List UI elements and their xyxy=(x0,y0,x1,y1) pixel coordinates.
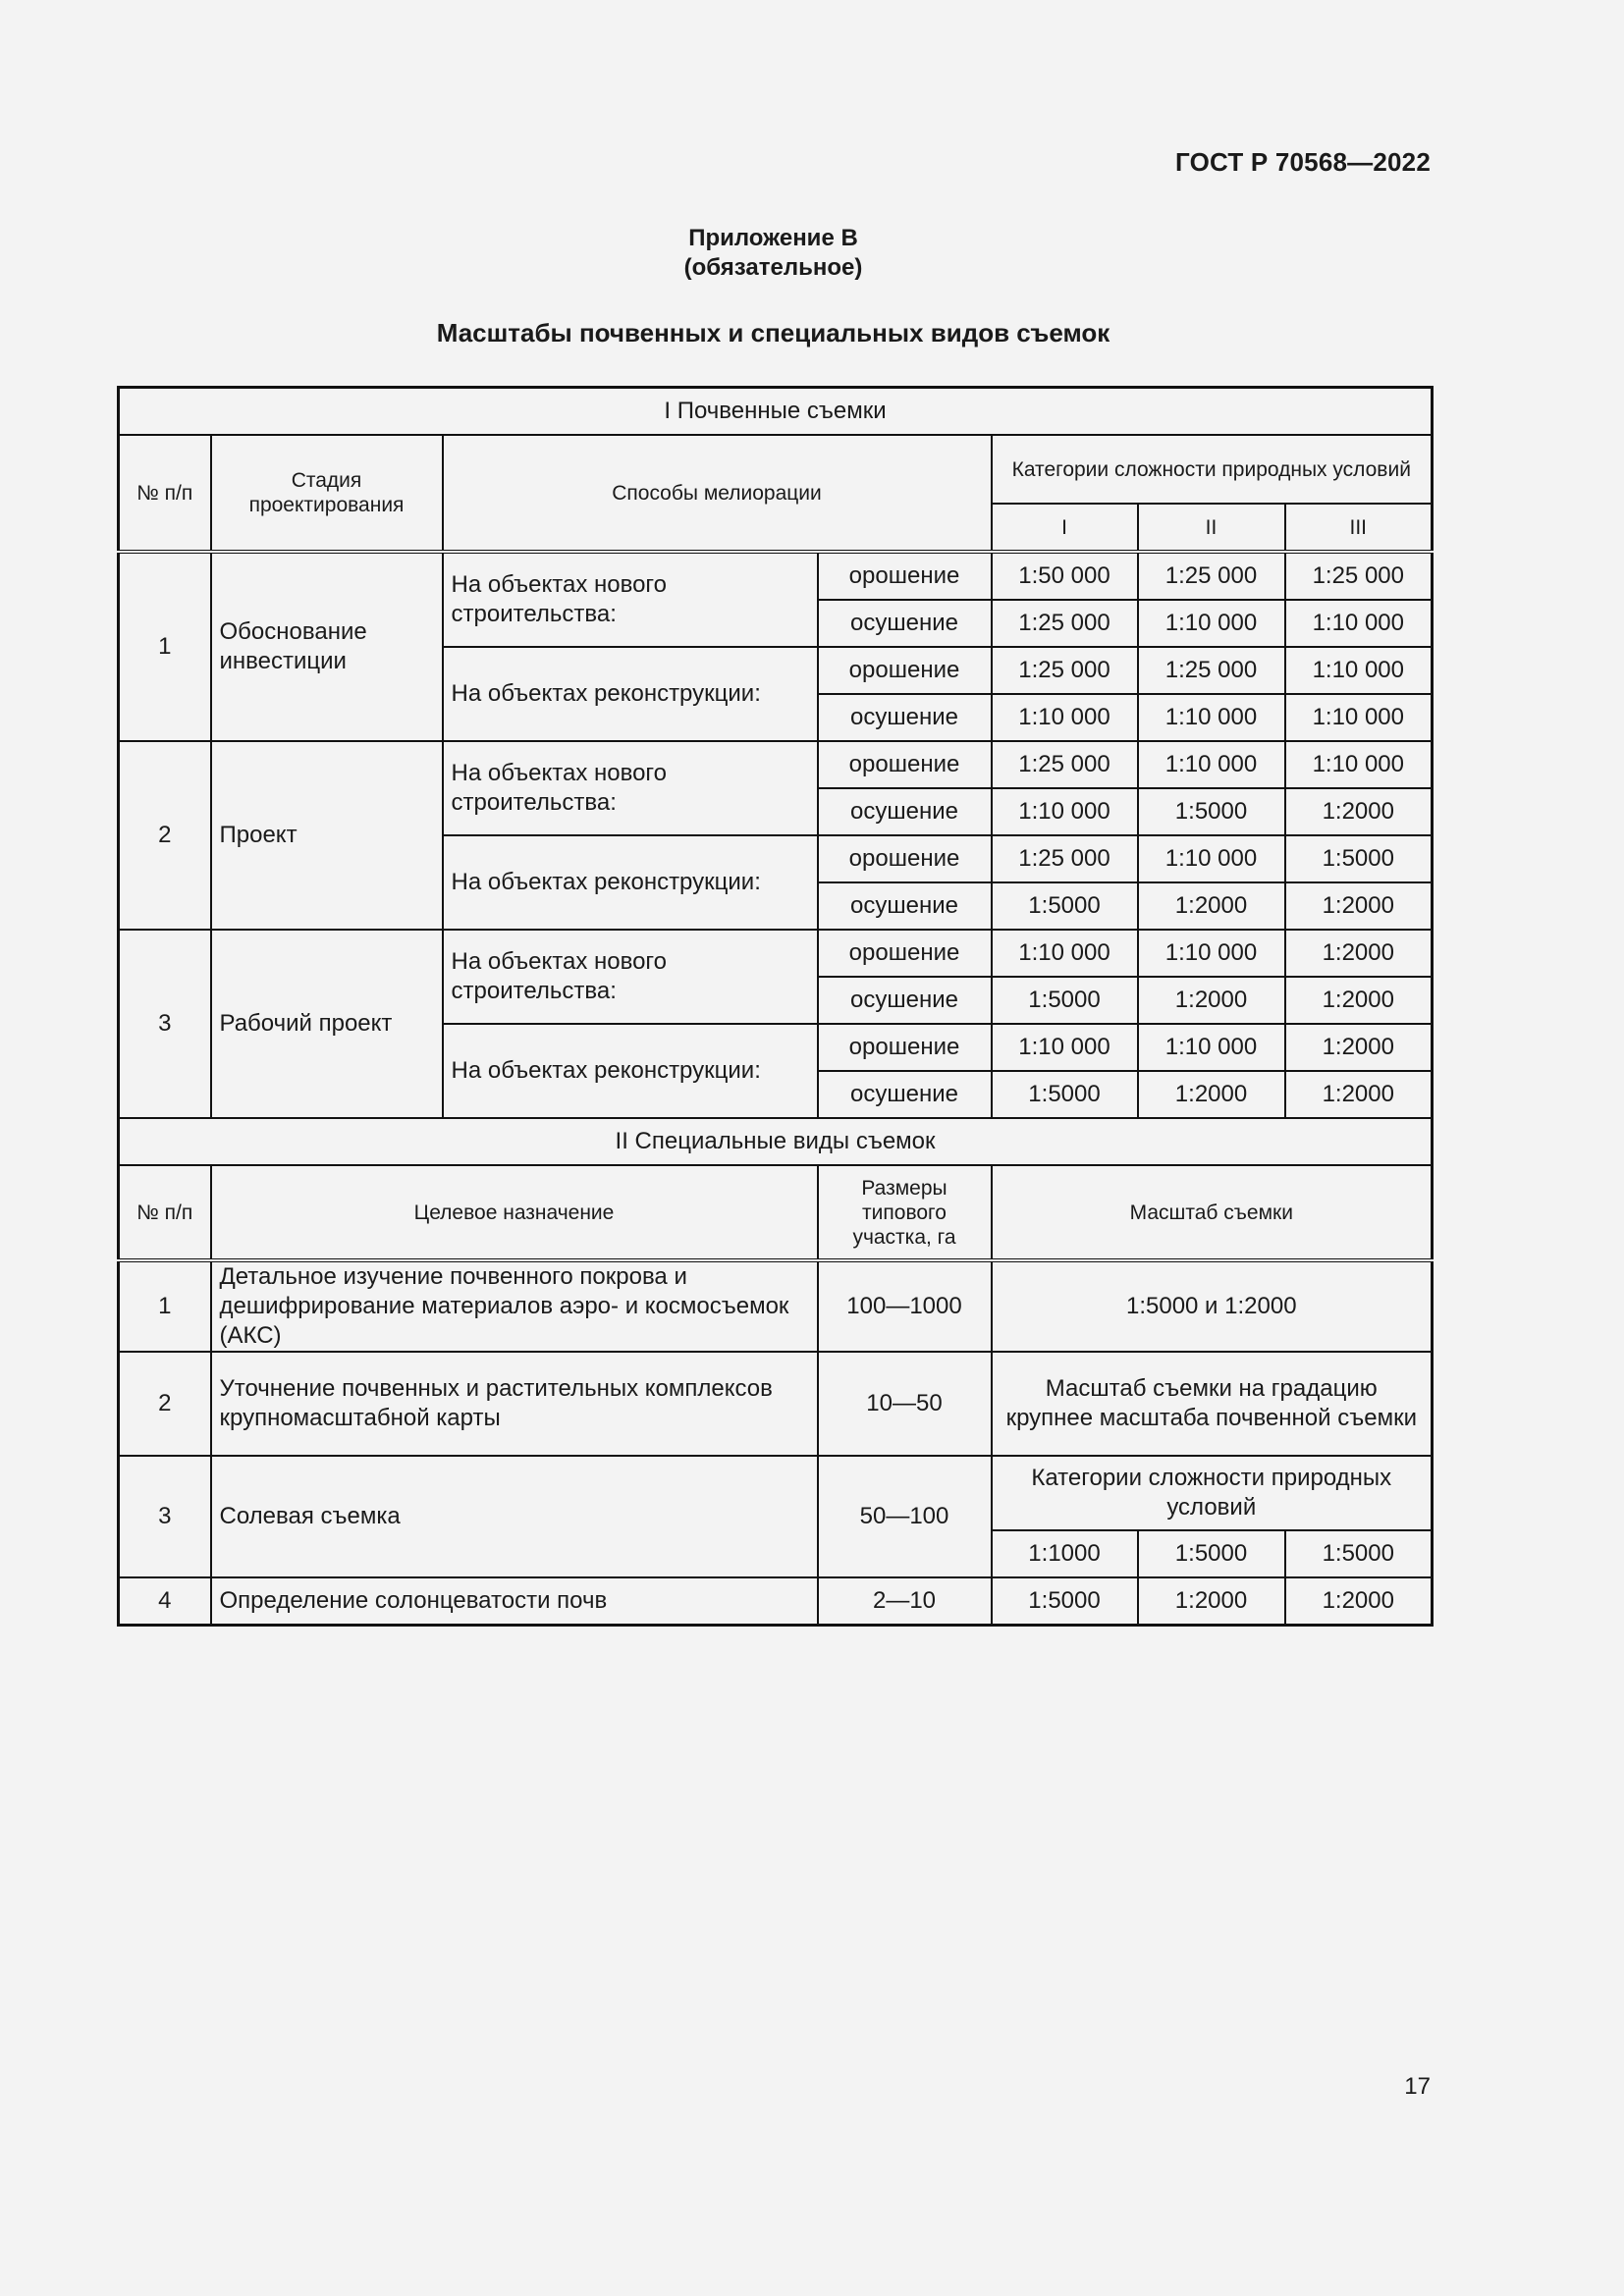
scale-cell: 1:10 000 xyxy=(1138,1024,1285,1071)
appendix-status: (обязательное) xyxy=(683,254,863,281)
scale-cell: 1:5000 xyxy=(1285,835,1433,882)
object-cell: На объектах нового строительства: xyxy=(443,930,818,1024)
scale-cell: 1:25 000 xyxy=(992,835,1138,882)
scale-cell: 1:2000 xyxy=(1138,1071,1285,1118)
col-header-size: Размеры типового участка, га xyxy=(818,1165,992,1260)
size-cell: 10—50 xyxy=(818,1352,992,1456)
scale-cell: 1:10 000 xyxy=(1138,930,1285,977)
row-number: 3 xyxy=(119,1456,211,1577)
col-header-categories: Категории сложности природных условий xyxy=(992,435,1433,504)
melioration-type: орошение xyxy=(818,835,992,882)
size-cell: 2—10 xyxy=(818,1577,992,1626)
scale-cell: 1:50 000 xyxy=(992,552,1138,600)
scale-cell: Масштаб съемки на градацию крупнее масштаба почвенной съемки xyxy=(992,1352,1433,1456)
col-header-no: № п/п xyxy=(119,435,211,552)
object-cell: На объектах реконструкции: xyxy=(443,835,818,930)
scale-cell: 1:2000 xyxy=(1138,977,1285,1024)
scale-cell: 1:5000 xyxy=(992,1071,1138,1118)
scale-cell: 1:10 000 xyxy=(1138,741,1285,788)
section-title-soil: I Почвенные съемки xyxy=(119,388,1433,436)
col-header-method: Способы мелиорации xyxy=(443,435,992,552)
cat-label: I xyxy=(992,504,1138,552)
row-number: 2 xyxy=(119,1352,211,1456)
scale-cell: 1:10 000 xyxy=(992,1024,1138,1071)
scale-cell: 1:10 000 xyxy=(1285,741,1433,788)
col-header-stage: Стадия проектирования xyxy=(211,435,443,552)
row-number: 2 xyxy=(119,741,211,930)
standard-code: ГОСТ Р 70568—2022 xyxy=(1175,147,1431,177)
table-title: Масштабы почвенных и специальных видов съемок xyxy=(436,318,1110,347)
row-number: 4 xyxy=(119,1577,211,1626)
scale-cell: 1:25 000 xyxy=(992,741,1138,788)
size-cell: 50—100 xyxy=(818,1456,992,1577)
scale-cell: 1:10 000 xyxy=(1138,600,1285,647)
col-header-purpose: Целевое назначение xyxy=(211,1165,818,1260)
scale-cell: 1:5000 xyxy=(992,977,1138,1024)
appendix-heading xyxy=(0,224,1546,283)
scale-cell: 1:2000 xyxy=(1285,977,1433,1024)
scale-cell: 1:2000 xyxy=(1138,1577,1285,1626)
object-cell: На объектах реконструкции: xyxy=(443,647,818,741)
scale-cell: 1:2000 xyxy=(1285,1071,1433,1118)
scale-cell: 1:25 000 xyxy=(992,647,1138,694)
page-number: 17 xyxy=(1404,2073,1431,2100)
object-cell: На объектах нового строительства: xyxy=(443,552,818,647)
col-header-scale: Масштаб съемки xyxy=(992,1165,1433,1260)
scale-cell: Категории сложности природных условий xyxy=(992,1456,1433,1530)
stage-cell: Обоснование инвестиции xyxy=(211,552,443,741)
purpose-cell: Уточнение почвенных и растительных комплексов крупномасштабной карты xyxy=(211,1352,818,1456)
scale-cell: 1:5000 xyxy=(1285,1530,1433,1577)
scale-cell: 1:2000 xyxy=(1138,882,1285,930)
scale-cell: 1:10 000 xyxy=(1138,694,1285,741)
object-cell: На объектах нового строительства: xyxy=(443,741,818,835)
scale-cell: 1:2000 xyxy=(1285,1577,1433,1626)
stage-cell: Рабочий проект xyxy=(211,930,443,1118)
melioration-type: осушение xyxy=(818,788,992,835)
melioration-type: орошение xyxy=(818,647,992,694)
stage-cell: Проект xyxy=(211,741,443,930)
melioration-type: орошение xyxy=(818,552,992,600)
scale-cell: 1:10 000 xyxy=(1285,647,1433,694)
melioration-type: орошение xyxy=(818,1024,992,1071)
melioration-type: осушение xyxy=(818,694,992,741)
scale-cell: 1:1000 xyxy=(992,1530,1138,1577)
scale-cell: 1:2000 xyxy=(1285,788,1433,835)
melioration-type: орошение xyxy=(818,741,992,788)
scales-table xyxy=(117,386,1434,1627)
cat-label: II xyxy=(1138,504,1285,552)
melioration-type: осушение xyxy=(818,600,992,647)
scale-cell: 1:25 000 xyxy=(992,600,1138,647)
melioration-type: осушение xyxy=(818,977,992,1024)
melioration-type: осушение xyxy=(818,1071,992,1118)
scale-cell: 1:10 000 xyxy=(1285,694,1433,741)
scale-cell: 1:5000 и 1:2000 xyxy=(992,1260,1433,1352)
scale-cell: 1:25 000 xyxy=(1285,552,1433,600)
melioration-type: орошение xyxy=(818,930,992,977)
col-header-no: № п/п xyxy=(119,1165,211,1260)
object-cell: На объектах реконструкции: xyxy=(443,1024,818,1118)
scale-cell: 1:10 000 xyxy=(992,930,1138,977)
purpose-cell: Определение солонцеватости почв xyxy=(211,1577,818,1626)
cat-label: III xyxy=(1285,504,1433,552)
melioration-type: осушение xyxy=(818,882,992,930)
purpose-cell: Солевая съемка xyxy=(211,1456,818,1577)
size-cell: 100—1000 xyxy=(818,1260,992,1352)
scale-cell: 1:10 000 xyxy=(992,788,1138,835)
appendix-title: Приложение В xyxy=(688,225,858,251)
scale-cell: 1:25 000 xyxy=(1138,552,1285,600)
row-number: 1 xyxy=(119,1260,211,1352)
scale-cell: 1:2000 xyxy=(1285,1024,1433,1071)
section-title-special: II Специальные виды съемок xyxy=(119,1118,1433,1165)
scale-cell: 1:10 000 xyxy=(1138,835,1285,882)
scale-cell: 1:2000 xyxy=(1285,882,1433,930)
row-number: 3 xyxy=(119,930,211,1118)
purpose-cell: Детальное изучение почвенного покрова и дешифрирование материалов аэро- и космосъемок (АКС) xyxy=(211,1260,818,1352)
row-number: 1 xyxy=(119,552,211,741)
scale-cell: 1:10 000 xyxy=(1285,600,1433,647)
scale-cell: 1:25 000 xyxy=(1138,647,1285,694)
scale-cell: 1:5000 xyxy=(1138,1530,1285,1577)
scale-cell: 1:2000 xyxy=(1285,930,1433,977)
scale-cell: 1:5000 xyxy=(992,882,1138,930)
scale-cell: 1:5000 xyxy=(1138,788,1285,835)
scale-cell: 1:5000 xyxy=(992,1577,1138,1626)
scale-cell: 1:10 000 xyxy=(992,694,1138,741)
